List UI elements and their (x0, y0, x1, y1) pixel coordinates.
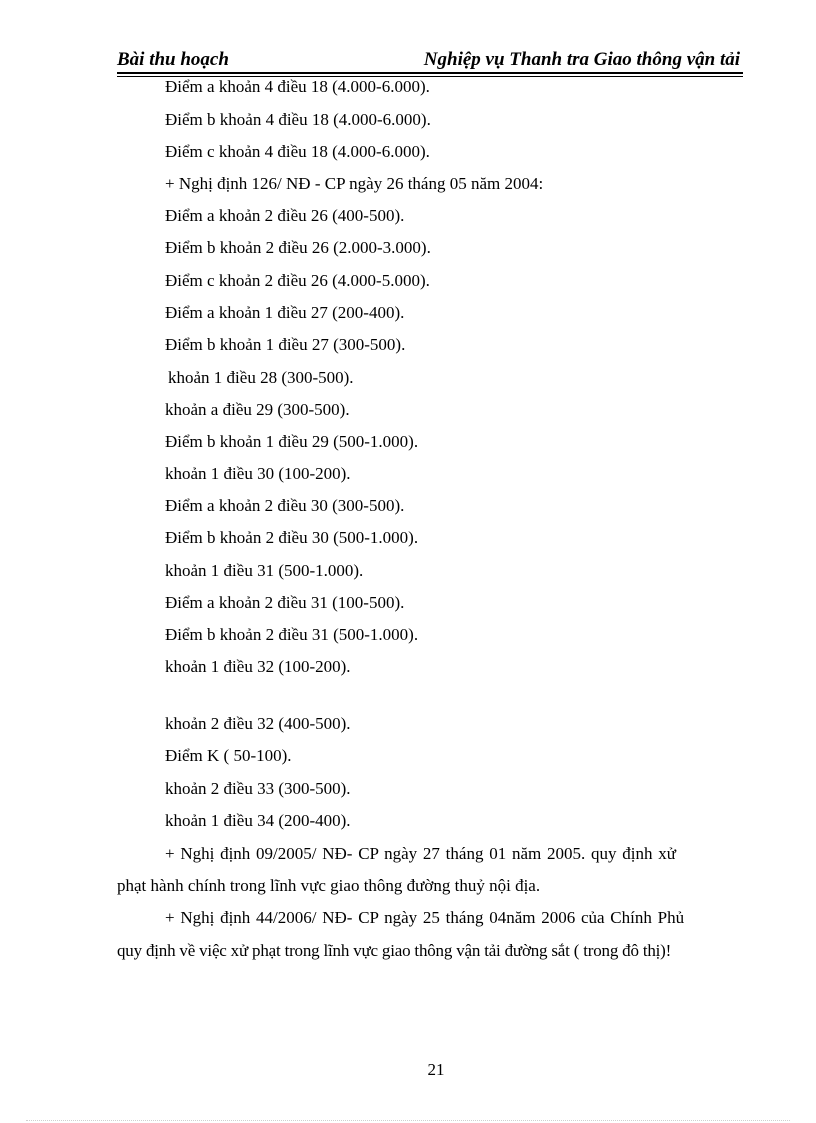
body-line: Điểm a khoản 4 điều 18 (4.000-6.000). (165, 77, 430, 96)
body-line: khoản 1 điều 31 (500-1.000). (165, 561, 364, 580)
body-line: Điểm c khoản 2 điều 26 (4.000-5.000). (165, 271, 430, 290)
body-line: Điểm a khoản 2 điều 30 (300-500). (165, 496, 405, 515)
body-line: Điểm b khoản 1 điều 29 (500-1.000). (165, 432, 419, 451)
body-line: Điểm a khoản 1 điều 27 (200-400). (165, 303, 405, 322)
body-line: khoản 1 điều 30 (100-200). (165, 464, 351, 483)
body-line: Điểm K ( 50-100). (165, 746, 292, 765)
paragraph-line: + Nghị định 44/2006/ NĐ- CP ngày 25 tháng 04năm 2006 của Chính Phủ (165, 908, 685, 927)
body-line: Điểm b khoản 4 điều 18 (4.000-6.000). (165, 110, 431, 129)
body-line: Điểm b khoản 1 điều 27 (300-500). (165, 335, 406, 354)
page-number: 21 (427, 1060, 445, 1079)
header-right-title: Nghiệp vụ Thanh tra Giao thông vận tải (423, 49, 740, 70)
body-line: Điểm c khoản 4 điều 18 (4.000-6.000). (165, 142, 430, 161)
header-rule-thick (117, 72, 743, 74)
body-line: khoản a điều 29 (300-500). (165, 400, 350, 419)
body-line: Điểm b khoản 2 điều 30 (500-1.000). (165, 528, 419, 547)
paragraph-line: + Nghị định 09/2005/ NĐ- CP ngày 27 tháng 01 năm 2005. quy định xử (165, 844, 676, 863)
body-line: khoản 2 điều 33 (300-500). (165, 779, 351, 798)
body-line: khoản 2 điều 32 (400-500). (165, 714, 351, 733)
body-line: Điểm b khoản 2 điều 26 (2.000-3.000). (165, 238, 431, 257)
body-line: Điểm b khoản 2 điều 31 (500-1.000). (165, 625, 419, 644)
body-line: Điểm a khoản 2 điều 26 (400-500). (165, 206, 405, 225)
paragraph-line: quy định về việc xử phạt trong lĩnh vực giao thông vận tải đường sắt ( trong đô thị)! (117, 941, 672, 960)
page-edge-divider (26, 1120, 790, 1121)
body-line: khoản 1 điều 32 (100-200). (165, 657, 351, 676)
body-line: Điểm a khoản 2 điều 31 (100-500). (165, 593, 405, 612)
body-line: khoản 1 điều 34 (200-400). (165, 811, 351, 830)
running-header (117, 49, 740, 73)
body-line: khoản 1 điều 28 (300-500). (168, 368, 354, 387)
body-line: + Nghị định 126/ NĐ - CP ngày 26 tháng 05 năm 2004: (165, 174, 544, 193)
paragraph-line: phạt hành chính trong lĩnh vực giao thông đường thuỷ nội địa. (117, 876, 541, 895)
header-left-title: Bài thu hoạch (117, 49, 229, 70)
